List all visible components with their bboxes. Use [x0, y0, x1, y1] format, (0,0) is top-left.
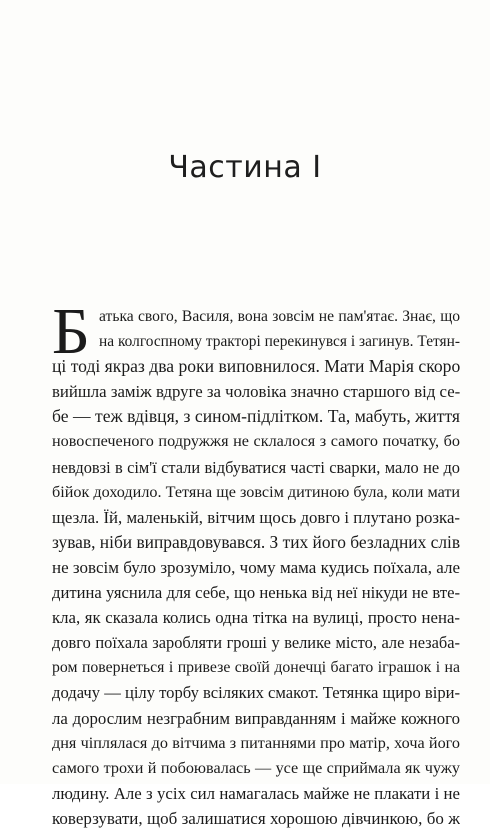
text-line: коверзувати, щоб залишатися хорошою дівчинкою, бо ж	[52, 808, 460, 828]
drop-cap: Б	[52, 295, 90, 368]
text-line: атька свого, Василя, вона зовсім не пам'ятає. Знає, що	[99, 308, 460, 325]
text-line: новоспеченого подружжя не склалося з самого початку, бо	[52, 432, 460, 451]
text-line: ла дорослим незграбним виправданням і майже кожного	[52, 708, 460, 728]
text-line: бе — теж вдівця, з сином-підлітком. Та, мабуть, життя	[52, 406, 460, 427]
text-line: вийшла заміж вдруге за чоловіка значно старшого від се-	[52, 382, 460, 402]
text-line: самого трохи й побоювалась — усе ще сприймала як чужу	[52, 758, 460, 777]
text-line: людину. Але з усіх сил намагалась майже не плакати і не	[52, 783, 460, 803]
text-line: не зовсім було зрозуміло, чому мама кудись поїхала, але	[52, 557, 460, 577]
text-line: ці тоді якраз два роки виповнилося. Мати Марія скоро	[52, 356, 460, 377]
text-line: дня чіплялася до вітчима з питаннями про матір, хоча його	[52, 733, 460, 752]
body-text	[52, 295, 460, 831]
text-line: додачу — цілу торбу всіляких смакот. Тетянка щиро віри-	[52, 683, 460, 703]
text-line: бійок доходило. Тетяна ще зовсім дитиною була, коли мати	[52, 482, 460, 501]
text-line: на колгоспному тракторі перекинувся і загинув. Тетян-	[99, 333, 460, 351]
text-line: довго поїхала заробляти гроші у велике місто, але незаба-	[52, 633, 460, 653]
text-line: ром повернеться і привезе своїй донечці багато іграшок і на	[52, 659, 460, 677]
text-line: зував, ніби виправдовувався. З тих його безладних слів	[52, 531, 460, 552]
text-line: щезла. Їй, маленькій, вітчим щось довго і плутано розка-	[52, 507, 460, 527]
text-line: кла, як сказала колись одна тітка на вулиці, просто нена-	[52, 608, 460, 628]
text-line: дитина уяснила для себе, що ненька від неї нікуди не вте-	[52, 583, 460, 603]
chapter-heading: Частина I	[168, 150, 322, 185]
text-line: невдовзі в сім'ї стали відбуватися часті сварки, мало не до	[52, 457, 460, 477]
